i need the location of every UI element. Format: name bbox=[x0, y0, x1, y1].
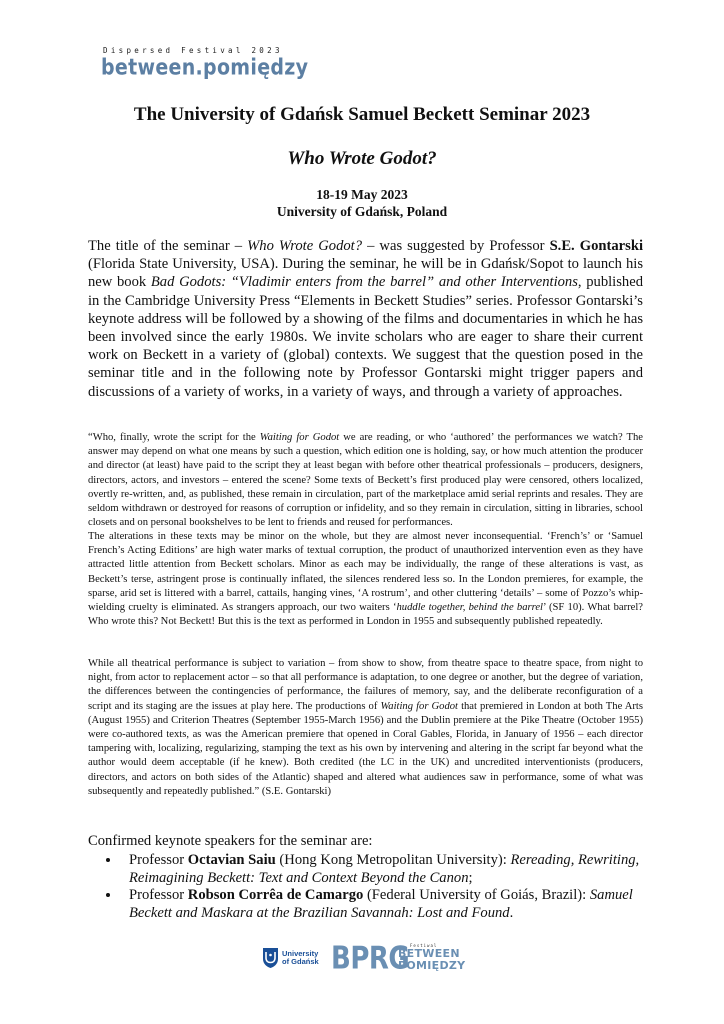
gontarski-name: S.E. Gontarski bbox=[549, 238, 643, 254]
speaker-name: Robson Corrêa de Camargo bbox=[187, 887, 364, 903]
play-title-italic: Waiting for Godot bbox=[380, 700, 458, 712]
festival-caption: Dispersed Festival 2023 bbox=[103, 46, 283, 55]
text-run: ’ (SF 10). What barrel? Who wrote this? Not Beckett! But this is the text as performed in London in 1955 and subsequently published repeatedly. bbox=[88, 602, 643, 628]
brand-logo-text: between.pomiędzy bbox=[101, 55, 309, 81]
between-pomiedzy-logo bbox=[398, 943, 466, 972]
speaker-name: Octavian Saiu bbox=[187, 852, 276, 868]
document-title: The University of Gdańsk Samuel Beckett Seminar 2023 bbox=[133, 104, 591, 125]
text-run: ; bbox=[468, 869, 473, 886]
footer-logos bbox=[0, 941, 724, 981]
text-run: The alterations in these texts may be minor on the whole, but they are almost never inconsequential. ‘French’s’ or ‘Samuel French’s Acting Editions’ are high water marks of textual corruption, the product of unauthorized intervention even as they have attracted little attention from Beckett scholars. Minor as each may be individually, the range of these alterations is vast, as Beckett’s terse, astringent prose is continually inflated, the silences rendered less so. In the London premieres, for example, the sparse, arid set is littered with a barrel, cattails, hanging vines, ‘A rostrum’, and other cluttering ‘details’ – some of Pozzo’s whip-wielding cruelty is eliminated. As strangers approach, our two waiters ‘ bbox=[88, 531, 643, 614]
text-run: , published in the Cambridge University Press “Elements in Beckett Studies” series. Professor Gontarski’s keynote address will be followed by a showing of the films and documentaries in which he has been involved since the early 1980s. We invite scholars who are eager to share their current work on Beckett in a variety of (global) contexts. We suggest that the question posed in the seminar title and in the following note by Professor Gontarski might trigger papers and discussions of a variety of works, in a variety of ways, and through a variety of approaches. bbox=[88, 274, 643, 400]
university-crest-icon bbox=[262, 947, 279, 969]
event-dates: 18-19 May 2023 bbox=[316, 187, 408, 202]
event-location: University of Gdańsk, Poland bbox=[276, 204, 448, 219]
quote-paragraph-1 bbox=[88, 431, 643, 530]
text-run: (Florida State University, USA). During the seminar, he will be in Gdańsk/Sopot to launch his new book bbox=[88, 256, 643, 291]
intro-paragraph bbox=[88, 237, 643, 401]
text-run: While all theatrical performance is subject to variation – from show to show, from theatre space to theatre space, from night to night, from actor to replacement actor – so that all performance is adaptation, to one degree or another, but the degree of variation, the differences between the contingencies of performance, the failures of memory, say, and the deliberate reconfiguration of a script and its staging are the issues at play here. The productions of bbox=[88, 658, 643, 712]
text-run: Professor bbox=[129, 887, 188, 903]
stage-direction-italic: huddle together, behind the barrel bbox=[396, 602, 543, 614]
talk-title: Samuel Beckett and Maskara at the Brazilian Savannah: Lost and Found bbox=[129, 887, 633, 921]
event-info bbox=[0, 186, 724, 220]
festival-small-caption: Festiwal bbox=[410, 943, 438, 948]
university-name-line: University bbox=[282, 948, 319, 958]
quote-paragraph-3 bbox=[88, 657, 643, 799]
speaker-item bbox=[121, 887, 646, 922]
play-title-italic: Waiting for Godot bbox=[259, 432, 340, 443]
keynote-heading: Confirmed keynote speakers for the seminar are: bbox=[88, 833, 373, 849]
text-run: The title of the seminar – bbox=[88, 238, 248, 254]
text-run: “Who, finally, wrote the script for the bbox=[88, 432, 260, 443]
text-run: Professor bbox=[129, 852, 188, 868]
text-run: we are reading, or who ‘authored’ the performances we watch? The answer may depend on what one means by such a question, which edition one is holding, say, or how much attention the producer and director (at least) have paid to the script they at least began with before other theatrical professionals – producers, designers, directors, actors, and investors – entered the scene? Some texts of Beckett’s first produced play were censored, others localized, overtly re-written, and, as published, these remain in circulation, part of the marketplace amid serial reprints and resales. They are seldom withdrawn or destroyed for reasons of corruption or infidelity, and so they remain in circulation, sitting in libraries, school closets and on personal bookshelves to be lent to friends and reused for performances. bbox=[88, 432, 643, 529]
text-run: that premiered in London at both The Arts (August 1955) and Criterion Theatres (September 1955-March 1956) and the Dublin premiere at the Pike Theatre (October 1955) were co-authored texts, as was the American premiere that opened in Coral Gables, Florida, in January of 1956 – each director tampering with, localizing, regularizing, stamping the text as his own by intervening and altering in the script far beyond what the author would deem acceptable (if he knew). Both credited (the LC in the UK) and uncredited interventionists (producers, directors, and actors on both sides of the Atlantic) shaped and altered what audiences saw in performance, some of what was subsequently and repeatedly published.” (S.E. Gontarski) bbox=[88, 700, 643, 797]
seminar-title-italic: Who Wrote Godot? bbox=[247, 238, 363, 254]
document-subtitle: Who Wrote Godot? bbox=[287, 148, 437, 169]
university-gdansk-logo bbox=[262, 947, 319, 969]
bprg-logo: BPRG bbox=[331, 941, 410, 977]
text-run: . bbox=[509, 904, 514, 921]
speaker-affiliation: (Federal University of Goiás, Brazil): bbox=[363, 887, 590, 903]
between-word: BETWEEN bbox=[398, 947, 460, 960]
university-name bbox=[282, 950, 319, 967]
text-run: – was suggested by Professor bbox=[362, 238, 550, 254]
speaker-item bbox=[121, 852, 646, 887]
speaker-affiliation: (Hong Kong Metropolitan University): bbox=[275, 852, 511, 868]
university-name-line: of Gdańsk bbox=[282, 957, 319, 966]
book-title-italic: Bad Godots: “Vladimir enters from the barrel” and other Interventions bbox=[150, 274, 578, 291]
pomiedzy-word: POMIĘDZY bbox=[398, 959, 466, 972]
speaker-list bbox=[104, 852, 646, 922]
quote-paragraph-2 bbox=[88, 530, 643, 629]
talk-title: Rereading, Rewriting, Reimagining Beckett: Text and Context Beyond the Canon bbox=[129, 852, 640, 886]
